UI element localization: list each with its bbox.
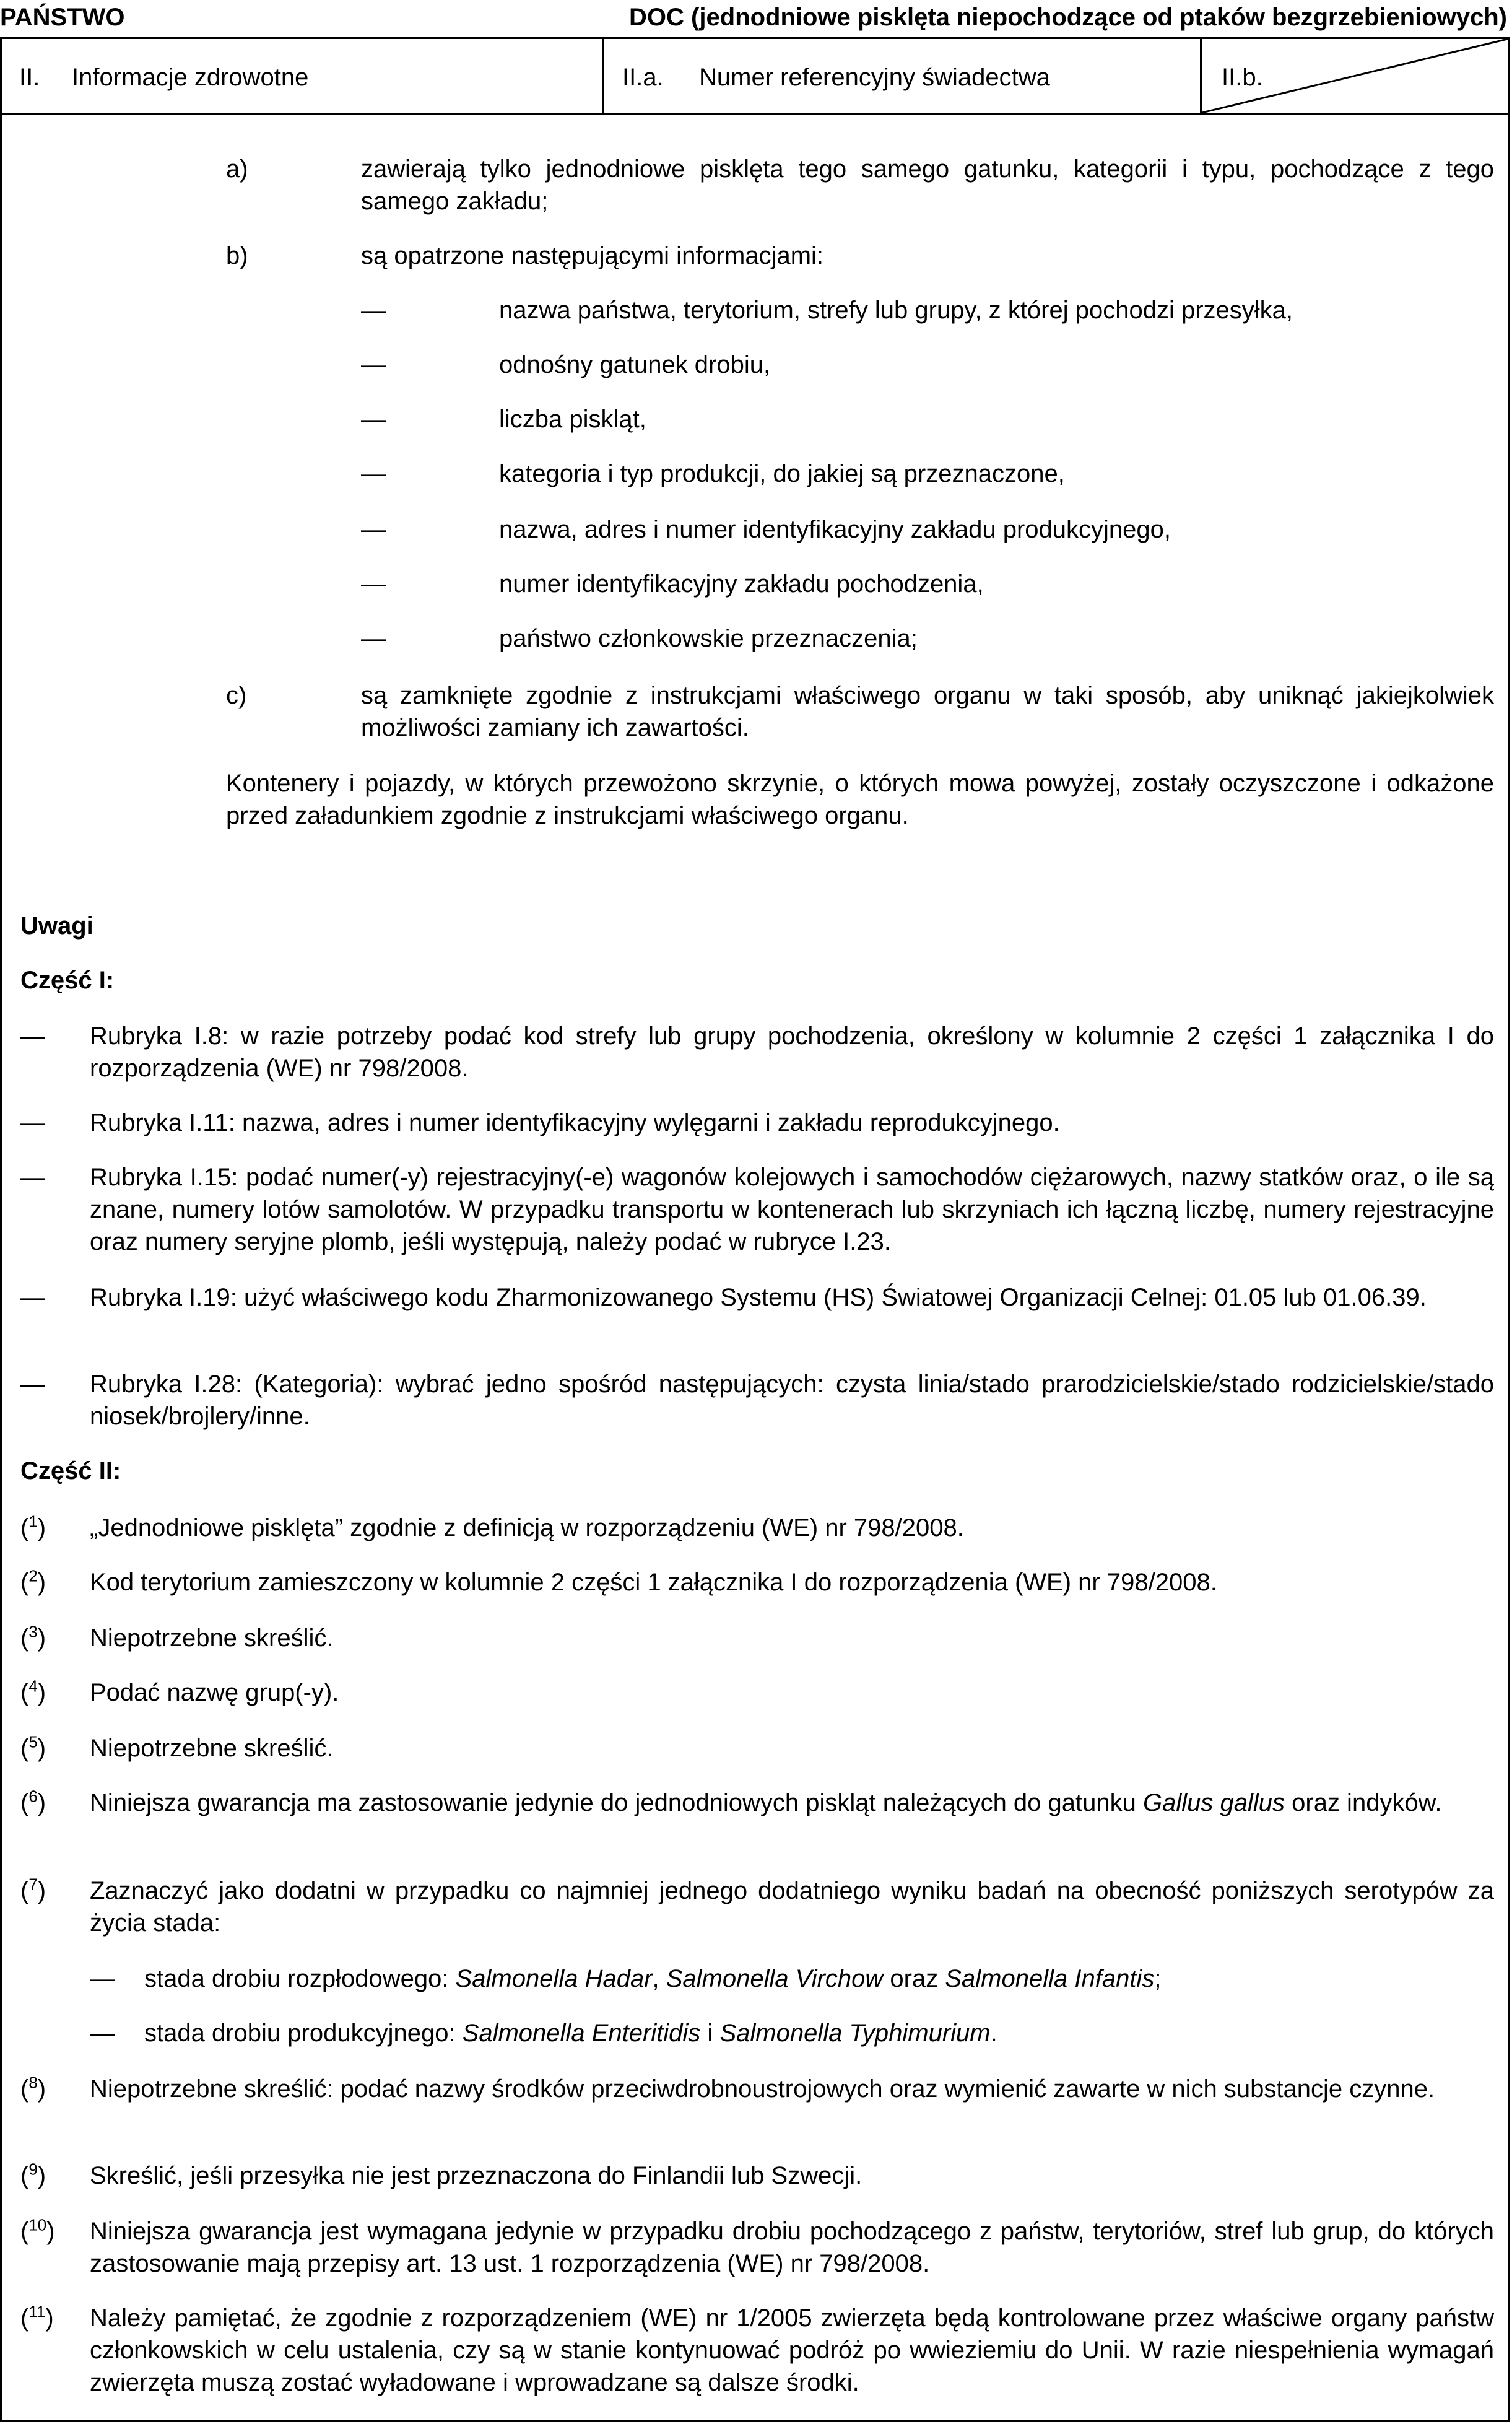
condition-b-label: b) [226, 242, 248, 269]
footnote-11: Należy pamiętać, że zgodnie z rozporządzeniem (WE) nr 1/2005 zwierzęta będą kontrolowane przez właściwe organy państw członkowskich w celu ustalenia, czy są w stanie kontynuować podróż po wwieziemiu do Unii. W razie niespełnienia wymagań zwierzęta muszą zostać wyładowane i wprowadzane są dalsze środki. [90, 2304, 1494, 2396]
reference-number-cell [604, 39, 1202, 113]
list-dash: — [361, 516, 386, 543]
footnote-5: Niepotrzebne skreślić. [90, 1735, 334, 1762]
condition-b-text: są opatrzone następującymi informacjami: [361, 242, 824, 269]
footnote-1: „Jednodniowe pisklęta” zgodnie z definicją w rozporządzeniu (WE) nr 798/2008. [90, 1514, 964, 1541]
containers-disinfection-text: Kontenery i pojazdy, w których przewożono skrzynie, o których mowa powyżej, zostały oczyszczone i odkażone przed załadunkiem zgodnie z instrukcjami właściwego organu. [226, 770, 1494, 829]
footnote-4: Podać nazwę grup(-y). [90, 1679, 339, 1706]
info-item: kategoria i typ produkcji, do jakiej są przeznaczone, [499, 460, 1065, 487]
country-label: PAŃSTWO [0, 4, 125, 31]
list-dash: — [361, 570, 386, 598]
list-dash: — [20, 1371, 45, 1398]
diagonal-strike-line [1202, 39, 1508, 113]
footnote-number: ($^2$) [20, 1566, 46, 1596]
footnote-10: Niniejsza gwarancja jest wymagana jedynie w przypadku drobiu pochodzącego z państw, terytoriów, stref lub grup, do których zastosowanie mają przepisy art. 13 ust. 1 rozporządzenia (WE) nr 798/2008. [90, 2218, 1494, 2277]
info-item: państwo członkowskie przeznaczenia; [499, 625, 918, 652]
footnote-number: ($^4$) [20, 1676, 46, 1706]
footnote-7-breeding-flocks: stada drobiu rozpłodowego: Salmonella Hadar, Salmonella Virchow oraz Salmonella Infantis; [144, 1965, 1162, 1992]
footnote-number: ($^6$) [20, 1787, 46, 1816]
condition-c-label: c) [226, 682, 247, 709]
footnote-2: Kod terytorium zamieszczony w kolumnie 2 części 1 załącznika I do rozporządzenia (WE) nr 798/2008. [90, 1569, 1217, 1596]
info-item: numer identyfikacyjny zakładu pochodzenia, [499, 570, 984, 598]
list-dash: — [361, 625, 386, 652]
list-dash: — [20, 1109, 45, 1136]
info-item: nazwa, adres i numer identyfikacyjny zakładu produkcyjnego, [499, 516, 1171, 543]
info-item: nazwa państwa, terytorium, strefy lub grupy, z której pochodzi przesyłka, [499, 297, 1293, 324]
section-header-row [2, 39, 1508, 115]
footnote-number: ($^{10}$) [20, 2215, 55, 2245]
info-item: liczba piskląt, [499, 406, 646, 433]
footnote-number: ($^1$) [20, 1512, 46, 1541]
footnote-number: ($^7$) [20, 1875, 46, 1904]
part-i-note: Rubryka I.28: (Kategoria): wybrać jedno spośród następujących: czysta linia/stado prarodzicielskie/stado rodzicielskie/stado niosek/brojlery/inne. [90, 1371, 1494, 1430]
certificate-frame [0, 37, 1510, 2422]
section-title: Informacje zdrowotne [72, 64, 309, 91]
footnote-9: Skreślić, jeśli przesyłka nie jest przeznaczona do Finlandii lub Szwecji. [90, 2162, 862, 2189]
list-dash: — [361, 297, 386, 324]
part-i-note: Rubryka I.19: użyć właściwego kodu Zharmonizowanego Systemu (HS) Światowej Organizacji Celnej: 01.05 lub 01.06.39. [90, 1284, 1427, 1311]
list-dash: — [361, 351, 386, 378]
section-number: II. [19, 64, 40, 91]
notes-heading: Uwagi [20, 912, 93, 940]
part-i-note: Rubryka I.8: w razie potrzeby podać kod strefy lub grupy pochodzenia, określony w kolumnie 2 części 1 załącznika I do rozporządzenia (WE) nr 798/2008. [90, 1022, 1494, 1082]
part-i-note: Rubryka I.11: nazwa, adres i numer identyfikacyjny wylęgarni i zakładu reprodukcyjnego. [90, 1109, 1060, 1136]
info-item: odnośny gatunek drobiu, [499, 351, 771, 378]
list-dash: — [20, 1022, 45, 1050]
list-dash: — [90, 2020, 115, 2047]
part-ii-heading: Część II: [20, 1457, 121, 1484]
list-dash: — [20, 1164, 45, 1191]
condition-a-text: zawierają tylko jednodniowe pisklęta tego samego gatunku, kategorii i typu, pochodzące z tego samego zakładu; [361, 155, 1494, 215]
reference-number-code: II.a. [622, 64, 664, 91]
footnote-8: Niepotrzebne skreślić: podać nazwy środków przeciwdrobnoustrojowych oraz wymienić zawarte w nich substancje czynne. [90, 2075, 1435, 2103]
list-dash: — [20, 1284, 45, 1311]
reference-number-label: Numer referencyjny świadectwa [699, 64, 1050, 91]
footnote-number: ($^9$) [20, 2160, 46, 2189]
box-iib-code: II.b. [1222, 64, 1263, 91]
footnote-number: ($^{11}$) [20, 2302, 54, 2332]
part-i-heading: Część I: [20, 967, 115, 994]
list-dash: — [361, 460, 386, 487]
footnote-number: ($^5$) [20, 1732, 46, 1762]
document-title: DOC (jednodniowe pisklęta niepochodzące od ptaków bezgrzebieniowych) [629, 4, 1507, 31]
footnote-3: Niepotrzebne skreślić. [90, 1624, 334, 1652]
condition-c-text: są zamknięte zgodnie z instrukcjami właściwego organu w taki sposób, aby uniknąć jakiejkolwiek możliwości zamiany ich zawartości. [361, 682, 1494, 741]
list-dash: — [90, 1965, 115, 1992]
footnote-7-productive-flocks: stada drobiu produkcyjnego: Salmonella Enteritidis i Salmonella Typhimurium. [144, 2020, 997, 2047]
document-header [0, 0, 1512, 38]
footnote-7: Zaznaczyć jako dodatni w przypadku co najmniej jednego dodatniego wyniku badań na obecność poniższych serotypów za życia stada: [90, 1877, 1494, 1937]
section-title-cell [2, 39, 604, 113]
footnote-number: ($^8$) [20, 2073, 46, 2103]
part-i-note: Rubryka I.15: podać numer(-y) rejestracyjny(-e) wagonów kolejowych i samochodów ciężarowych, nazwy statków oraz, o ile są znane, numery lotów samolotów. W przypadku transportu w kontenerach lub skrzyniach ich łączną liczbę, numery rejestracyjne oraz numery seryjne plomb, jeśli występują, należy podać w rubryce I.23. [90, 1164, 1494, 1255]
footnote-6: Niniejsza gwarancja ma zastosowanie jedynie do jednodniowych piskląt należących do gatunku Gallus gallus oraz indyków. [90, 1789, 1442, 1816]
condition-a-label: a) [226, 155, 248, 183]
list-dash: — [361, 406, 386, 433]
box-iib-cell [1202, 39, 1508, 113]
footnote-number: ($^3$) [20, 1622, 46, 1652]
